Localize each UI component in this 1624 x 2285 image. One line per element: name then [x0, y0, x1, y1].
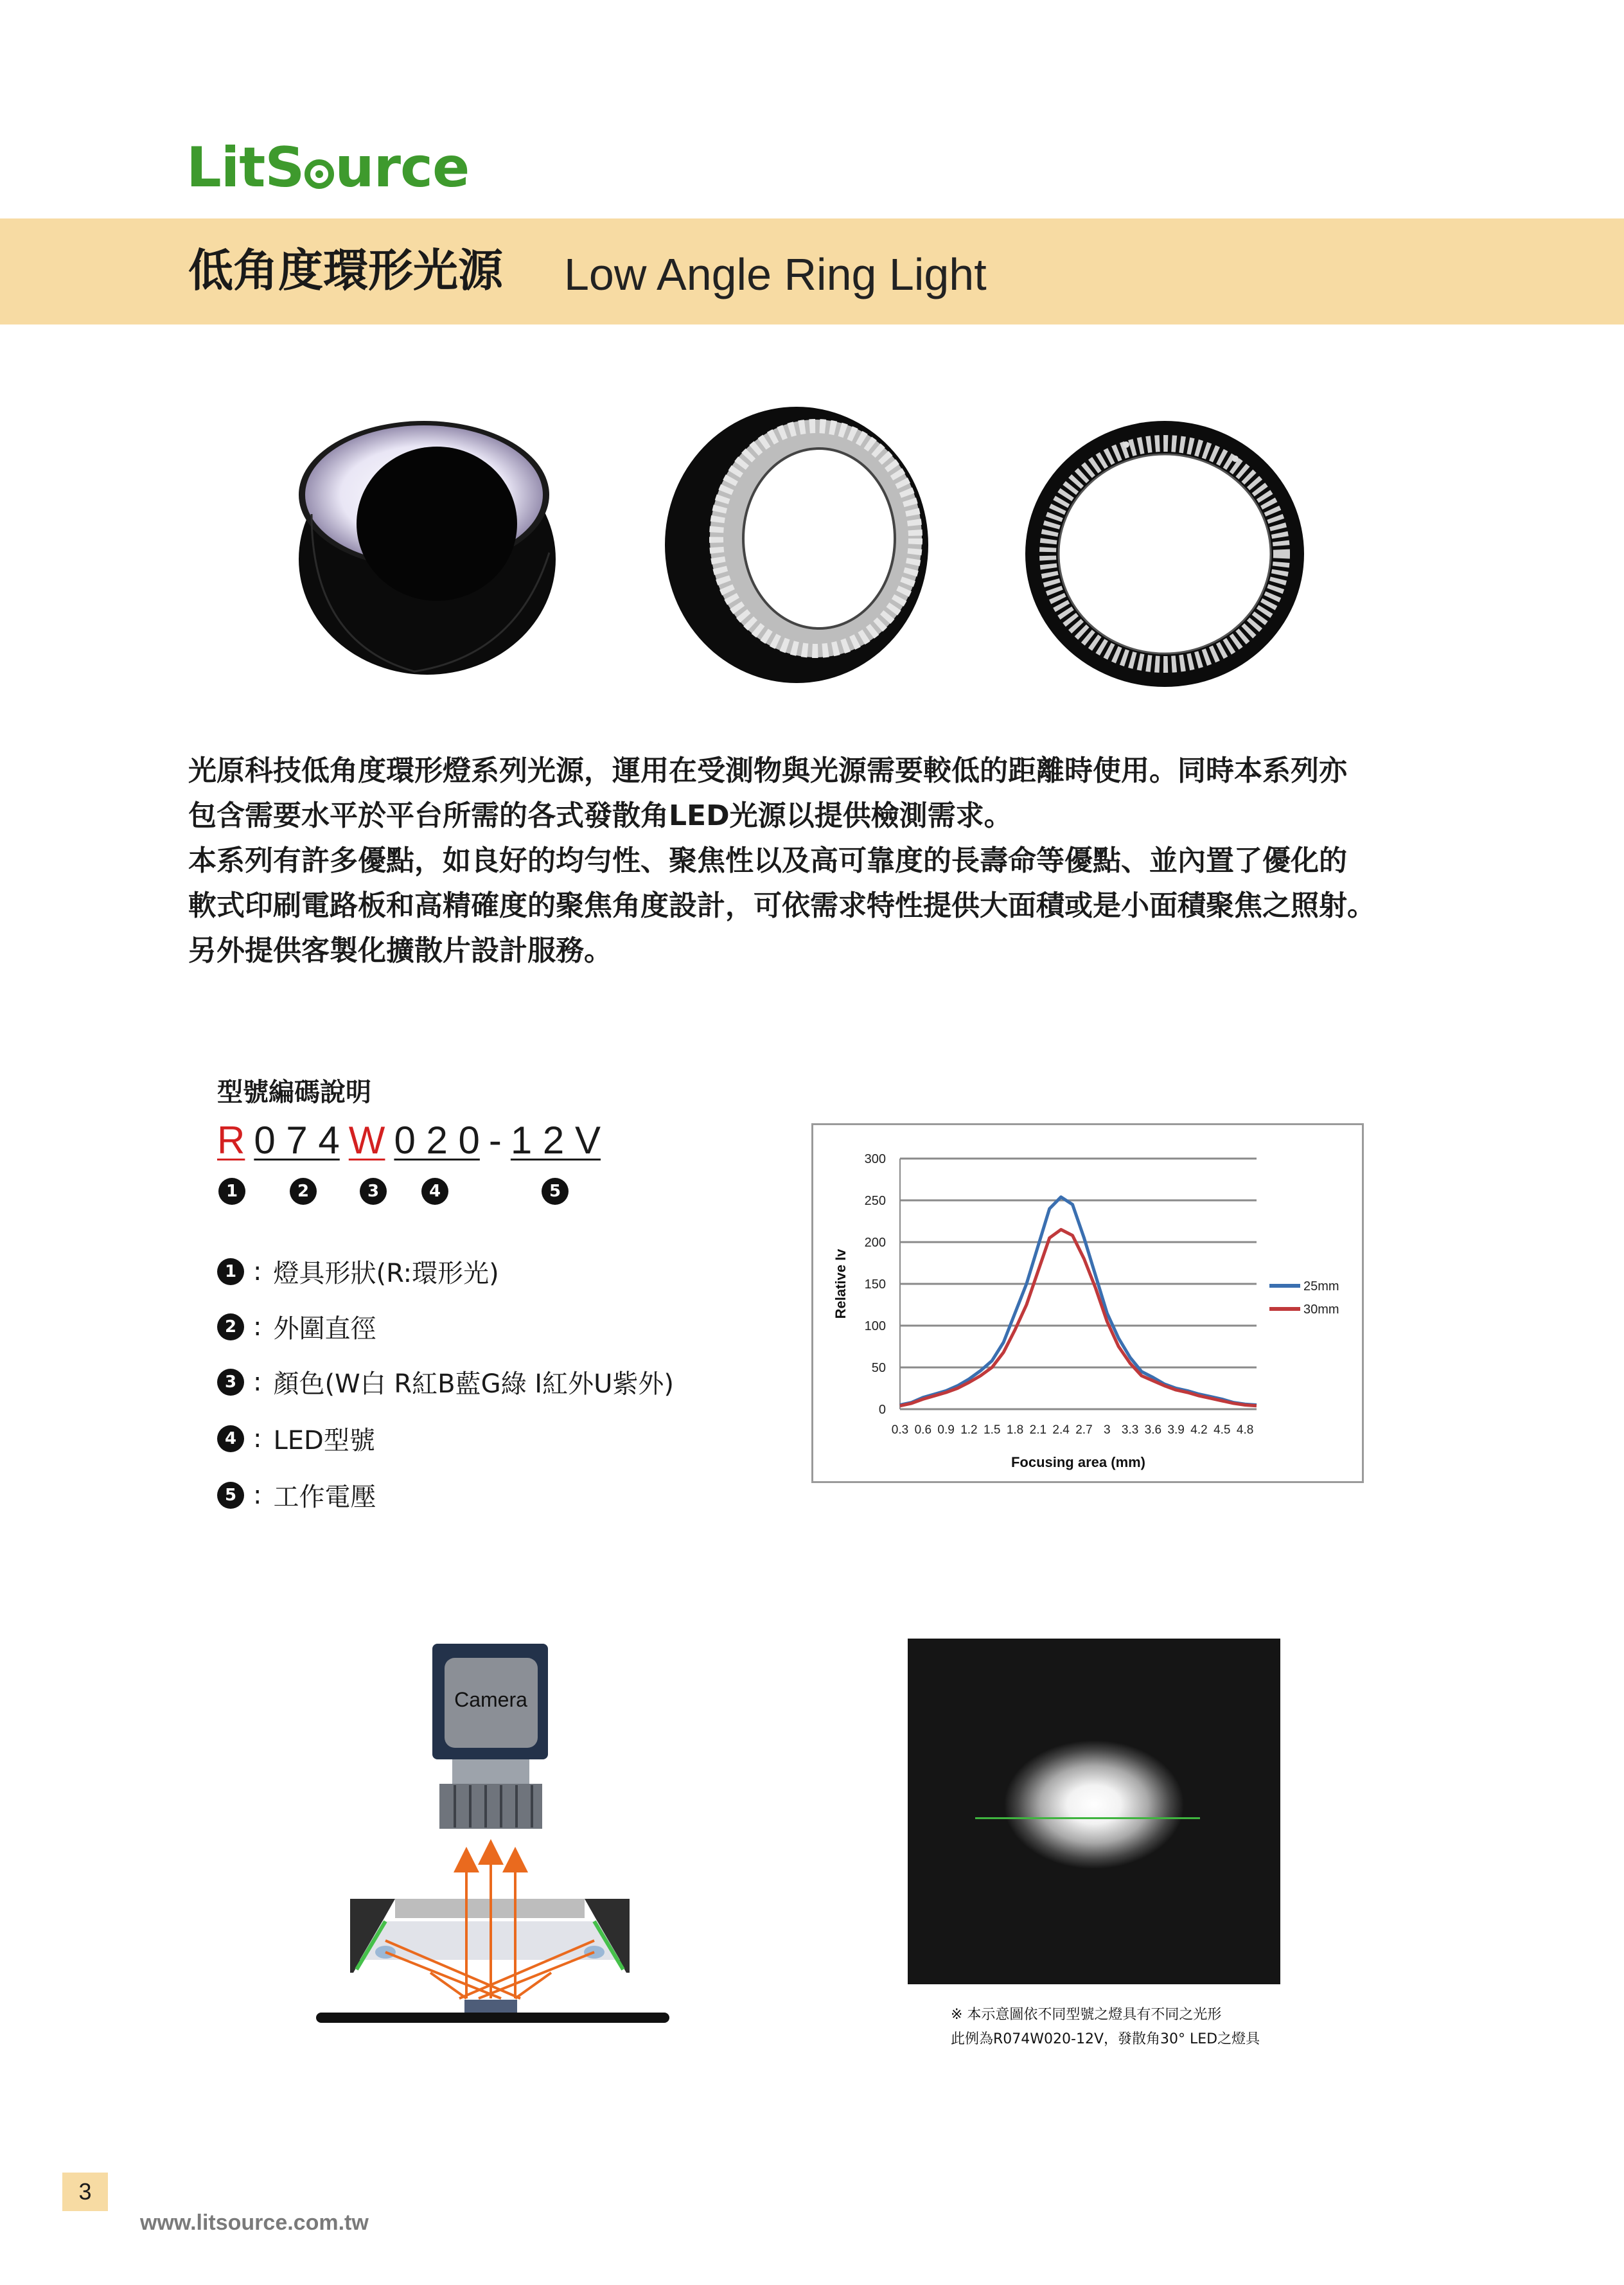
x-tick-label: 0.9 — [937, 1423, 955, 1437]
x-tick-label: 4.5 — [1214, 1423, 1231, 1437]
y-tick-label: 150 — [864, 1277, 886, 1292]
x-tick-label: 4.8 — [1236, 1423, 1254, 1437]
series-line-30mm — [900, 1230, 1257, 1406]
legend-text: 外圍直徑 — [273, 1314, 376, 1344]
model-code-shape: R — [217, 1119, 245, 1162]
y-tick-label: 50 — [871, 1361, 886, 1375]
intro-line: 軟式印刷電路板和高精確度的聚焦角度設計，可依需求特性提供大面積或是小面積聚焦之照射。 — [188, 889, 1375, 922]
number-badge: 3 — [360, 1178, 387, 1205]
model-legend-item — [217, 1420, 375, 1457]
legend-colon: : — [253, 1311, 262, 1342]
intro-line: 包含需要水平於平台所需的各式發散角LED光源以提供檢測需求。 — [188, 799, 1012, 832]
model-code-dash: - — [488, 1119, 502, 1162]
beam-photo-caption — [951, 2003, 1260, 2052]
x-tick-label: 2.1 — [1029, 1423, 1047, 1437]
x-tick-label: 1.2 — [960, 1423, 978, 1437]
model-legend-item — [217, 1308, 376, 1345]
caption-line: ※ 本示意圖依不同型號之燈具有不同之光形 — [951, 2007, 1222, 2023]
brand-logo: LitS urce — [186, 136, 470, 200]
ring-light-oblique-view — [662, 404, 931, 686]
legend-label: 25mm — [1303, 1279, 1339, 1294]
legend-text: 顏色(W白 R紅B藍G綠 I紅外U紫外) — [273, 1369, 674, 1399]
model-code-color: W — [348, 1119, 385, 1162]
footer-url[interactable]: www.litsource.com.tw — [140, 2210, 369, 2235]
ring-light-angled-view — [286, 411, 569, 681]
x-tick-label: 2.4 — [1052, 1423, 1070, 1437]
legend-text: 工作電壓 — [273, 1482, 376, 1512]
model-code-diameter: 0 7 4 — [254, 1119, 340, 1162]
number-badge: 2 — [217, 1313, 244, 1340]
legend-colon: : — [253, 1367, 262, 1397]
x-tick-label: 3.6 — [1144, 1423, 1162, 1437]
number-badge: 4 — [217, 1425, 244, 1452]
ring-light-front-view — [1023, 419, 1306, 689]
x-tick-label: 3.3 — [1121, 1423, 1139, 1437]
model-code-led: 0 2 0 — [394, 1119, 480, 1162]
x-tick-label: 3.9 — [1167, 1423, 1185, 1437]
intro-text — [188, 749, 1473, 974]
measurement-line — [975, 1817, 1200, 1819]
page-title-zh: 低角度環形光源 — [188, 244, 503, 297]
optical-path-diagram — [308, 1639, 681, 2043]
intro-line: 光原科技低角度環形燈系列光源，運用在受測物與光源需要較低的距離時使用。同時本系列亦 — [188, 754, 1347, 787]
y-tick-label: 200 — [864, 1236, 886, 1250]
model-code-heading: 型號編碼說明 — [217, 1078, 371, 1107]
series-line-25mm — [900, 1197, 1257, 1405]
x-tick-label: 4.2 — [1190, 1423, 1208, 1437]
intro-line: 本系列有許多優點，如良好的均勻性、聚焦性以及高可靠度的長壽命等優點、並內置了優化的 — [188, 844, 1347, 877]
number-badge: 1 — [217, 1258, 244, 1285]
beam-pattern-photo — [908, 1639, 1280, 1984]
logo-ring-icon — [304, 159, 334, 189]
x-tick-label: 2.7 — [1075, 1423, 1093, 1437]
legend-label: 30mm — [1303, 1303, 1339, 1317]
legend-colon: : — [253, 1256, 262, 1286]
x-tick-label: 0.3 — [891, 1423, 909, 1437]
x-axis-label: Focusing area (mm) — [1011, 1454, 1146, 1470]
y-tick-label: 300 — [864, 1152, 886, 1166]
page-number: 3 — [62, 2173, 108, 2211]
y-tick-label: 0 — [878, 1403, 886, 1417]
legend-text: 燈具形狀(R:環形光) — [273, 1259, 499, 1288]
y-axis-label: Relative Iv — [833, 1249, 849, 1319]
page-title-en: Low Angle Ring Light — [564, 249, 987, 299]
chart-svg — [813, 1125, 1362, 1481]
y-tick-label: 100 — [864, 1319, 886, 1333]
legend-text: LED型號 — [273, 1426, 375, 1455]
number-badge: 5 — [217, 1482, 244, 1509]
legend-colon: : — [253, 1480, 262, 1510]
x-tick-label: 3 — [1103, 1423, 1111, 1437]
caption-line: 此例為R074W020-12V，發散角30° LED之燈具 — [951, 2031, 1260, 2047]
light-distribution-chart — [811, 1123, 1364, 1483]
model-legend-item — [217, 1477, 376, 1513]
camera-label: Camera — [454, 1688, 527, 1711]
model-legend-item — [217, 1364, 674, 1400]
number-badge: 2 — [290, 1178, 317, 1205]
x-tick-label: 1.8 — [1006, 1423, 1024, 1437]
number-badge: 5 — [542, 1178, 569, 1205]
intro-line: 另外提供客製化擴散片設計服務。 — [188, 934, 612, 967]
legend-colon: : — [253, 1423, 262, 1454]
model-legend-item — [217, 1253, 499, 1290]
number-badge: 3 — [217, 1369, 244, 1396]
y-tick-label: 250 — [864, 1194, 886, 1208]
model-code — [217, 1118, 610, 1162]
number-badge: 4 — [421, 1178, 448, 1205]
x-tick-label: 1.5 — [984, 1423, 1001, 1437]
model-code-voltage: 1 2 V — [510, 1119, 601, 1162]
number-badge: 1 — [218, 1178, 245, 1205]
x-tick-label: 0.6 — [914, 1423, 932, 1437]
